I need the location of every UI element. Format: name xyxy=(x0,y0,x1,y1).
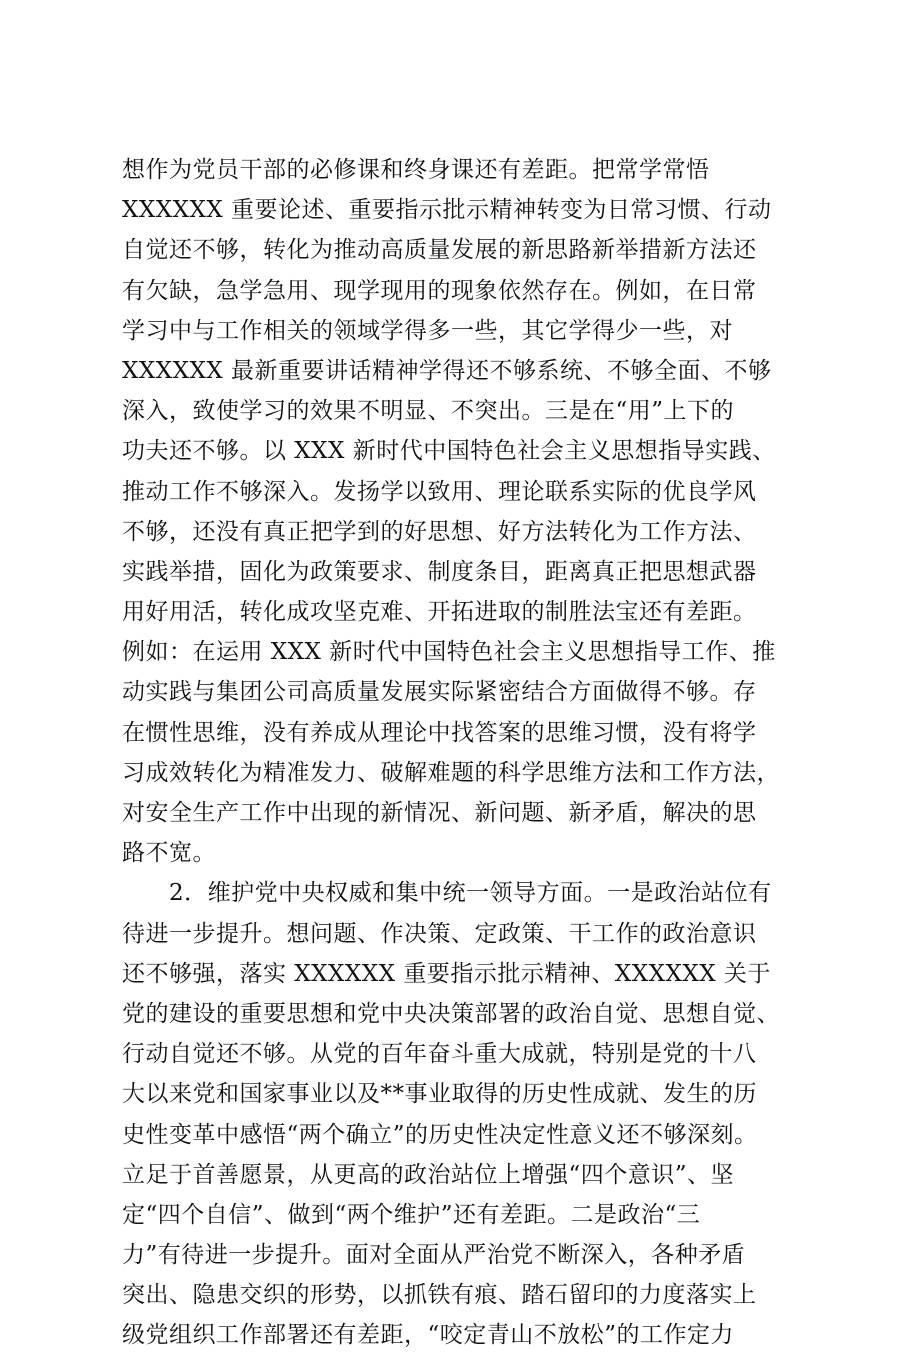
text-line: 动实践与集团公司高质量发展实际紧密结合方面做得不够。存 xyxy=(122,679,757,706)
text-line: 深入，致使学习的效果不明显、不突出。三是在“用”上下的 xyxy=(122,398,735,425)
text-line: 自觉还不够，转化为推动高质量发展的新思路新举措新方法还 xyxy=(122,237,757,264)
text-line: 习成效转化为精准发力、破解难题的科学思维方法和工作方法， xyxy=(122,759,780,786)
text-line: 用好用活，转化成攻坚克难、开拓进取的制胜法宝还有差距。 xyxy=(122,599,757,626)
text-line: 例如：在运用 XXX 新时代中国特色社会主义思想指导工作、推 xyxy=(122,639,776,666)
text-line: XXXXXX 重要论述、重要指示批示精神转变为日常习惯、行动 xyxy=(122,197,772,224)
text-line: 推动工作不够深入。发扬学以致用、理论联系实际的优良学风 xyxy=(122,478,757,505)
text-line: 大以来党和国家事业以及**事业取得的历史性成就、发生的历 xyxy=(122,1081,757,1108)
text-line: XXXXXX 最新重要讲话精神学得还不够系统、不够全面、不够 xyxy=(122,357,772,384)
text-line: 突出、隐患交织的形势，以抓铁有痕、踏石留印的力度落实上 xyxy=(122,1282,757,1309)
text-line: 有欠缺，急学急用、现学现用的现象依然存在。例如，在日常 xyxy=(122,277,757,304)
text-line: 党的建设的重要思想和党中央决策部署的政治自觉、思想自觉、 xyxy=(122,1000,780,1027)
text-line: 史性变革中感悟“两个确立”的历史性决定性意义还不够深刻。 xyxy=(122,1121,758,1148)
text-line: 待进一步提升。想问题、作决策、定政策、干工作的政治意识 xyxy=(122,920,757,947)
text-line: 想作为党员干部的必修课和终身课还有差距。把常学常悟 xyxy=(122,157,710,183)
text-line: 级党组织工作部署还有差距，“咬定青山不放松”的工作定力 xyxy=(122,1322,735,1349)
body-text xyxy=(122,150,812,1356)
text-line: 路不宽。 xyxy=(122,840,216,867)
text-line: 立足于首善愿景，从更高的政治站位上增强“四个意识”、坚 xyxy=(122,1161,735,1188)
text-line: 力”有待进一步提升。面对全面从严治党不断深入，各种矛盾 xyxy=(122,1242,746,1269)
text-line: 定“四个自信”、做到“两个维护”还有差距。二是政治“三 xyxy=(122,1201,701,1228)
text-line: 学习中与工作相关的领域学得多一些，其它学得少一些，对 xyxy=(122,317,733,344)
text-line: 行动自觉还不够。从党的百年奋斗重大成就，特别是党的十八 xyxy=(122,1041,757,1068)
text-line: 功夫还不够。以 XXX 新时代中国特色社会主义思想指导实践、 xyxy=(122,438,776,465)
text-line: 在惯性思维，没有养成从理论中找答案的思维习惯，没有将学 xyxy=(122,719,757,746)
text-line: 2．维护党中央权威和集中统一领导方面。一是政治站位有 xyxy=(122,880,772,907)
text-line: 还不够强，落实 XXXXXX 重要指示批示精神、XXXXXX 关于 xyxy=(122,960,771,987)
text-line: 实践举措，固化为政策要求、制度条目，距离真正把思想武器 xyxy=(122,558,757,585)
text-line: 对安全生产工作中出现的新情况、新问题、新矛盾，解决的思 xyxy=(122,800,757,826)
text-line: 不够，还没有真正把学到的好思想、好方法转化为工作方法、 xyxy=(122,518,757,545)
